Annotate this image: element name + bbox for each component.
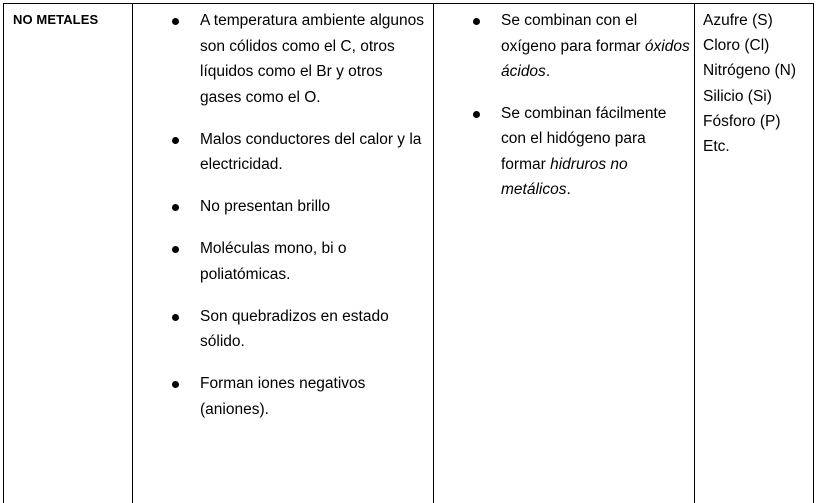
row-label: NO METALES bbox=[13, 12, 99, 27]
properties-table bbox=[3, 3, 814, 503]
bullet-icon bbox=[172, 18, 179, 25]
bullet-icon bbox=[172, 246, 179, 253]
list-item: Forman iones negativos (aniones). bbox=[133, 371, 425, 422]
bullet-icon bbox=[172, 314, 179, 321]
list-item: No presentan brillo bbox=[133, 194, 425, 220]
example-item: Azufre (S) bbox=[703, 12, 773, 29]
physical-properties-list bbox=[133, 8, 425, 439]
list-item: Se combinan con el oxígeno para formar óxidos ácidos. bbox=[434, 8, 690, 85]
example-item: Silicio (Si) bbox=[703, 87, 772, 105]
chemical-properties-list bbox=[434, 8, 690, 219]
example-item: Fósforo (P) bbox=[703, 112, 781, 130]
chemical-properties-cell bbox=[434, 4, 695, 503]
physical-properties-cell bbox=[133, 4, 434, 503]
examples-cell bbox=[695, 4, 813, 503]
bullet-icon bbox=[473, 18, 480, 25]
list-item: A temperatura ambiente algunos son cólidos como el C, otros líquidos como el Br y otros gases como el O. bbox=[133, 8, 425, 110]
example-item: Nitrógeno (N) bbox=[703, 62, 797, 80]
row-label-cell bbox=[4, 4, 133, 503]
example-item: Etc. bbox=[703, 138, 730, 156]
list-item: Moléculas mono, bi o poliatómicas. bbox=[133, 236, 425, 287]
example-item: Cloro (Cl) bbox=[703, 37, 770, 55]
examples-list bbox=[703, 8, 796, 159]
list-item: Malos conductores del calor y la electricidad. bbox=[133, 127, 425, 178]
list-item: Se combinan fácilmente con el hidógeno para formar hidruros no metálicos. bbox=[434, 101, 690, 203]
bullet-icon bbox=[172, 381, 179, 388]
bullet-icon bbox=[172, 204, 179, 211]
bullet-icon bbox=[473, 111, 480, 118]
list-item: Son quebradizos en estado sólido. bbox=[133, 304, 425, 355]
bullet-icon bbox=[172, 137, 179, 144]
